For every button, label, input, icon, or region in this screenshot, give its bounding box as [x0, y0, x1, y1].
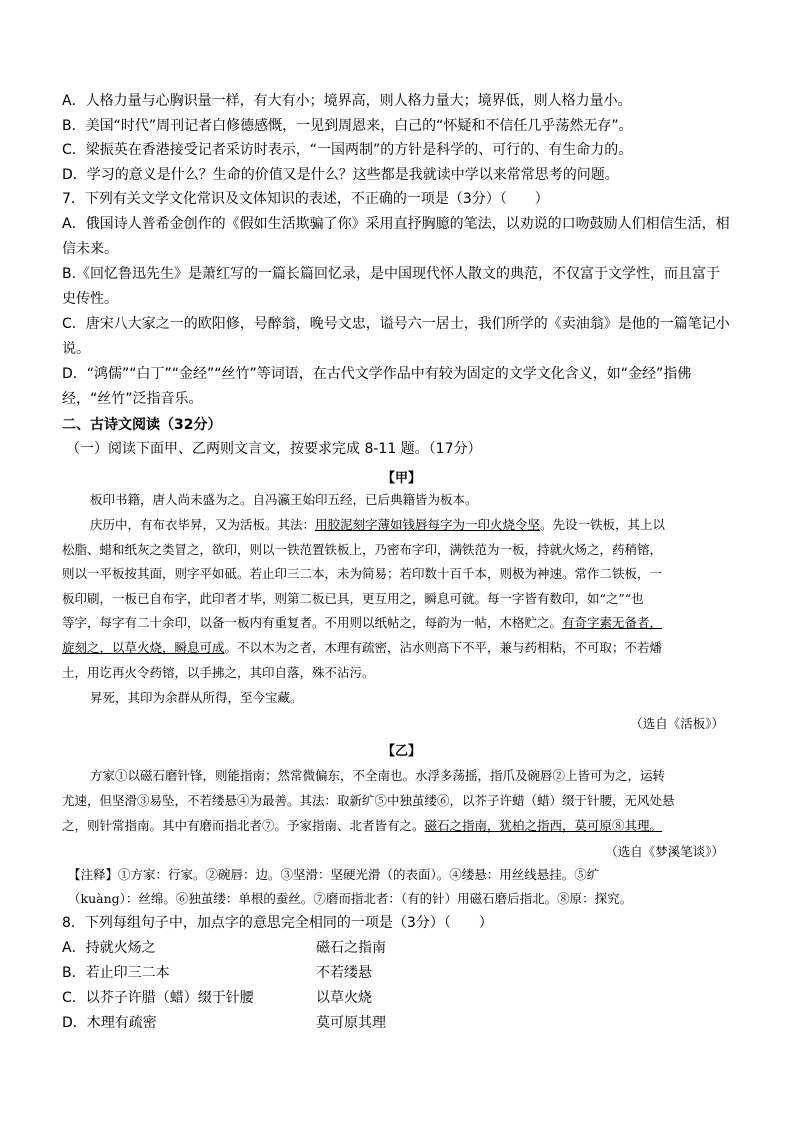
q7-option-c-line1: C．唐宋八大家之一的欧阳修，号醉翁，晚号文忠，谥号六一居士，我们所学的《卖油翁》是他的一篇笔记小 — [62, 316, 730, 332]
jia-text: 。不以木为之者，木理有疏密，沾水则高下不平，兼与药相粘，不可取；不若燔 — [224, 640, 663, 655]
jia-paragraph-2-line6 — [62, 639, 662, 657]
jia-paragraph-2-line3: 则以一平板按其面，则字平如砥。若止印三二本，未为简易；若印数十百千本，则极为神速。常作二铁板，一 — [62, 566, 663, 581]
q8-stem: 8．下列每组句子中，加点字的意思完全相同的一项是（3分）（ ） — [62, 915, 493, 931]
jia-paragraph-2-line5 — [62, 614, 662, 632]
passage-jia-title: 【甲】 — [382, 471, 422, 486]
q7-option-a-line1: A．俄国诗人普希金创作的《假如生活欺骗了你》采用直抒胸臆的笔法，以劝说的口吻鼓励人们相信生活，相 — [62, 216, 730, 232]
q7-option-a-line2: 信未来。 — [62, 241, 118, 257]
q7-option-d-line2: 经，“丝竹”泛指音乐。 — [62, 391, 203, 407]
q8-option-a-right: 磁石之指南 — [316, 940, 386, 956]
q8-option-c-right: 以草火烧 — [316, 990, 372, 1006]
jia-paragraph-2-line4: 板印刷，一板已自布字，此印者才毕，则第二板已具，更互用之，瞬息可就。每一字皆有数印，如“之”“也 — [62, 591, 644, 606]
yi-source: （选自《梦溪笔谈》） — [605, 844, 724, 859]
passage-yi-title: 【乙】 — [382, 744, 422, 759]
q8-option-c-left: C．以芥子许腊（蜡）缀于针腰 — [62, 990, 254, 1006]
jia-underlined-sentence: 旋刻之，以草火烧，瞬息可成 — [62, 640, 225, 655]
yi-underlined-sentence: 磁石之指南，犹柏之指西，莫可原⑧其理。 — [424, 818, 663, 833]
q8-option-a-left: A．持就火炀之 — [62, 940, 156, 956]
q6-option-d: D．学习的意义是什么？生命的价值又是什么？这些都是我就读中学以来常常思考的问题。 — [62, 167, 619, 183]
jia-text: 。先设一铁板，其上以 — [540, 517, 666, 532]
q7-option-b-line2: 史传性。 — [62, 291, 118, 307]
section-subheading: （一）阅读下面甲、乙两则文言文，按要求完成 8-11 题。（17分） — [66, 441, 482, 457]
section-heading: 二、古诗文阅读（32分） — [62, 417, 222, 433]
notes-line-1: 【注释】①方家：行家。②碗唇：边。③坚滑：坚硬光滑（的表面）。④缕悬：用丝线悬挂。⑤纩 — [68, 867, 600, 882]
jia-paragraph-3: 昇死，其印为余群从所得，至今宝藏。 — [90, 690, 303, 705]
yi-line-3 — [62, 817, 662, 835]
jia-text: 等字，每字有二十余印，以备一板内有重复者。不用则以纸帖之，每韵为一帖，木格贮之。 — [62, 615, 563, 630]
jia-paragraph-2-line1 — [90, 516, 665, 534]
q6-option-c: C．梁振英在香港接受记者采访时表示，“一国两制”的方针是科学的、可行的、有生命力的。 — [62, 142, 633, 158]
q7-stem: 7．下列有关文学文化常识及文体知识的表述，不正确的一项是（3分）（ ） — [62, 191, 549, 207]
q7-option-b-line1: B.《回忆鲁迅先生》是萧红写的一篇长篇回忆录，是中国现代怀人散文的典范，不仅富于文学性，而且富于 — [62, 266, 721, 282]
q8-option-d-left: D．木理有疏密 — [62, 1015, 157, 1031]
q6-option-a: A．人格力量与心胸识量一样，有大有小；境界高，则人格力量大；境界低，则人格力量小。 — [62, 93, 632, 109]
jia-source: （选自《活板》） — [630, 716, 724, 731]
q8-option-b-right: 不若缕悬 — [316, 965, 372, 981]
q6-option-b: B．美国“时代”周刊记者白修德感慨，一见到周恩来，白己的“怀疑和不信任几乎荡然无存”。 — [62, 118, 633, 134]
yi-line-1: 方家①以磁石磨针锋，则能指南；然常微偏东，不全南也。水浮多荡摇，指爪及碗唇②上皆可为之，运转 — [90, 768, 666, 783]
q7-option-c-line2: 说。 — [62, 341, 90, 357]
q8-option-d-right: 莫可原其理 — [316, 1015, 386, 1031]
jia-paragraph-2-line2: 松脂、蜡和纸灰之类冒之，欲印，则以一铁范置铁板上，乃密布字印，满铁范为一板，持就火炀之，药稍镕， — [62, 542, 663, 557]
yi-line-2: 尤速，但坚滑③易坠，不若缕悬④为最善。其法：取新纩⑤中独茧缕⑥，以芥子许蜡（蜡）缀于针腰，无风处悬 — [62, 793, 675, 808]
q8-option-b-left: B．若止印三二本 — [62, 965, 170, 981]
jia-underlined-sentence: 有奇字素无备者， — [562, 615, 663, 630]
jia-paragraph-2-line7: 土，用讫再火令药镕，以手拂之，其印自落，殊不沾污。 — [62, 665, 375, 680]
yi-text: 之，则针常指南。其中有磨而指北者⑦。予家指南、北者皆有之。 — [62, 818, 425, 833]
jia-underlined-sentence: 用胶泥刻字薄如钱唇每字为一印火烧令坚 — [315, 517, 541, 532]
notes-line-2: （kuàng）：丝绵。⑥独茧缕：单根的蚕丝。⑦磨而指北者：（有的针）用磁石磨后指北。⑧原：探究。 — [68, 891, 633, 906]
jia-text: 庆历中，有布衣毕昇，又为活板。其法： — [90, 517, 316, 532]
jia-paragraph-1: 板印书籍，唐人尚未盛为之。自冯瀛王始印五经，已后典籍皆为板本。 — [90, 492, 478, 507]
q7-option-d-line1: D．“鸿儒”“白丁”“金经”“丝竹”等词语，在古代文学作品中有较为固定的文学文化含义，如“金经”指佛 — [62, 366, 692, 382]
